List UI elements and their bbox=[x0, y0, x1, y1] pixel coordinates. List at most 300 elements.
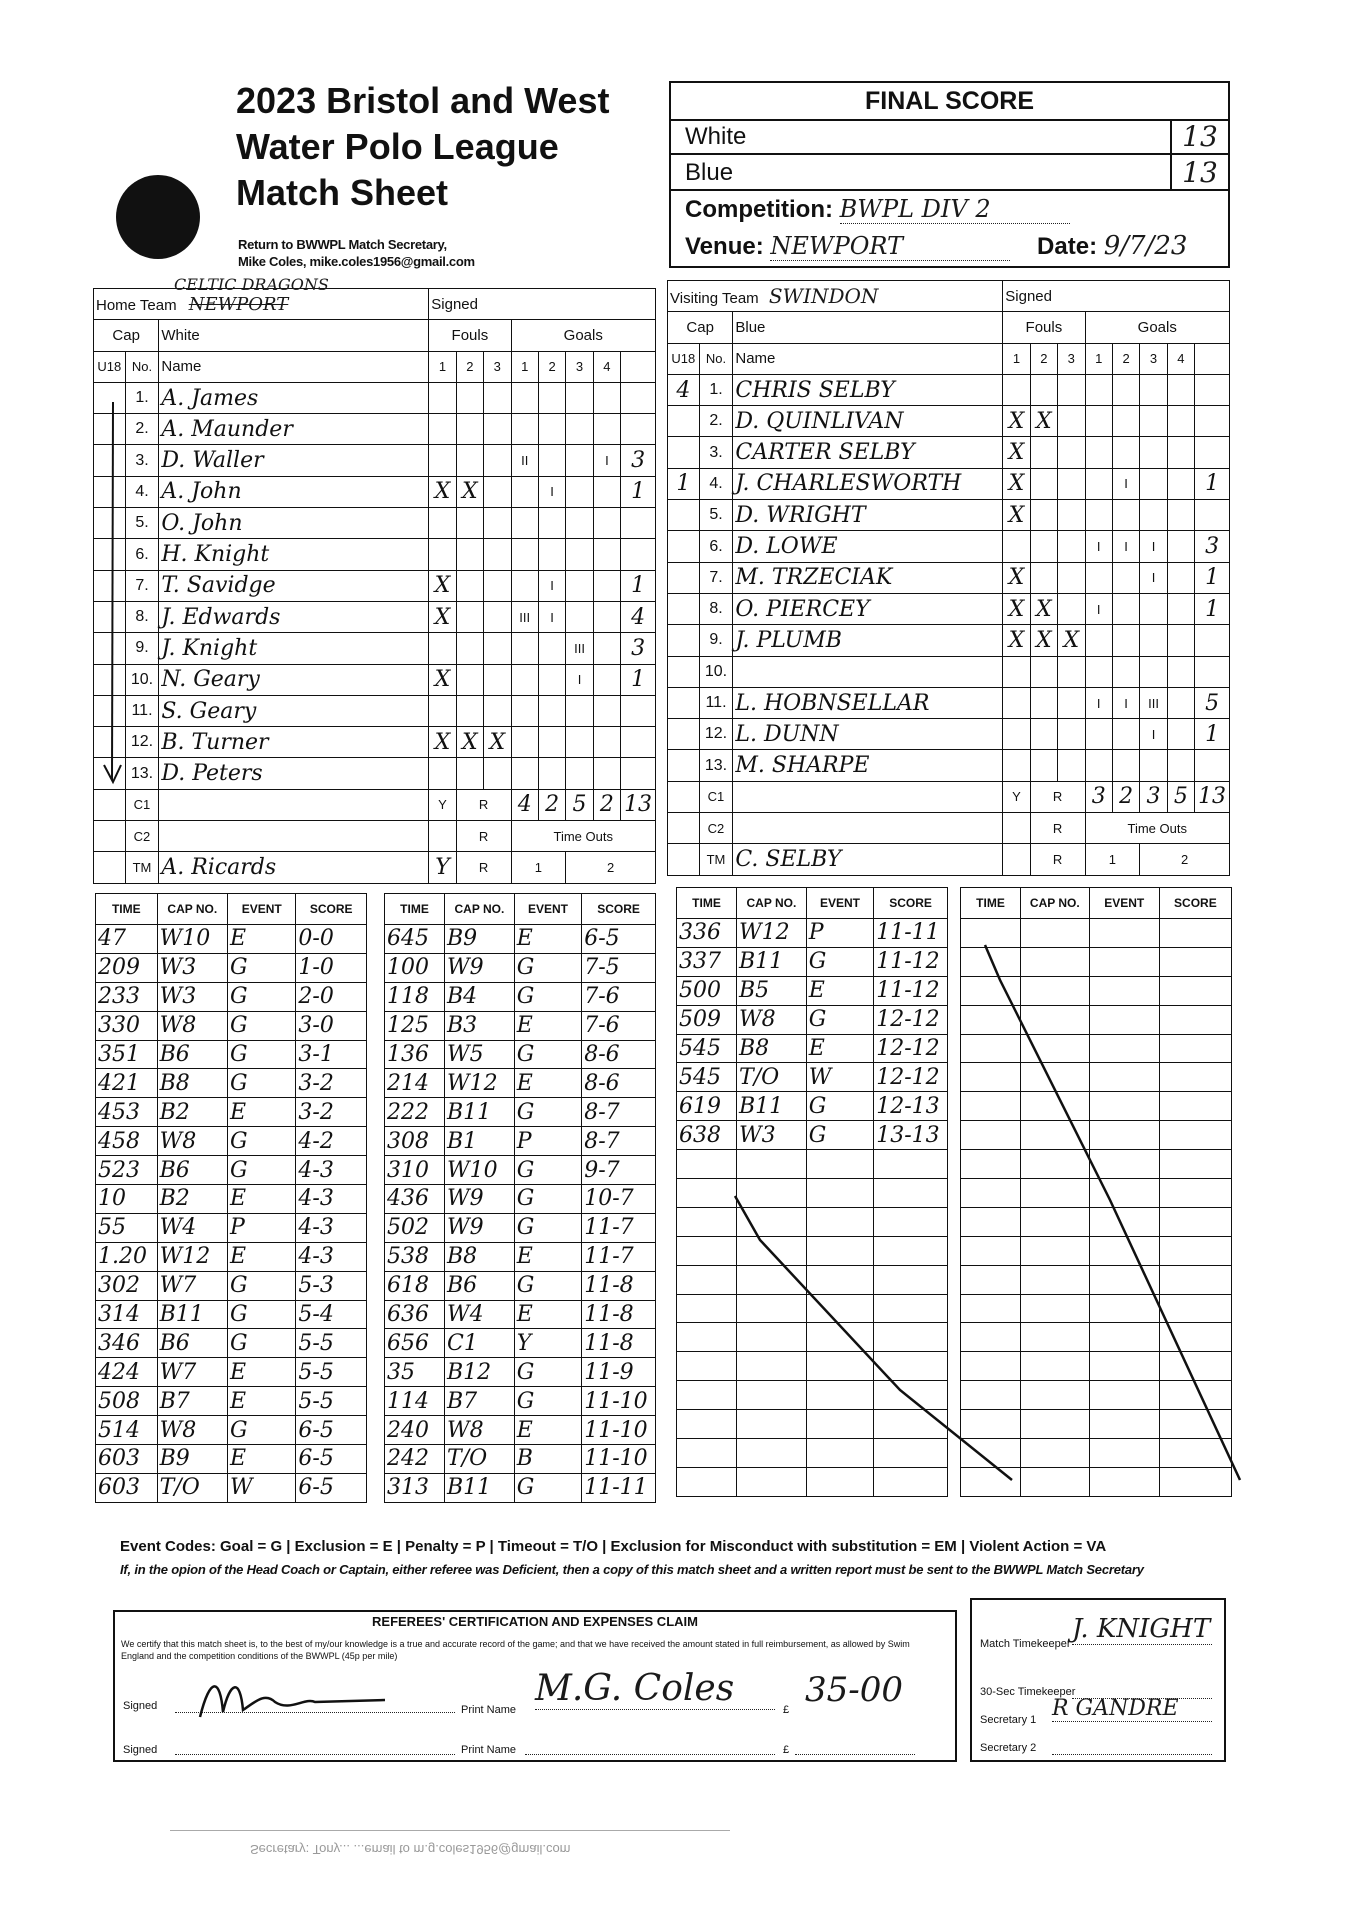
event-code[interactable]: P bbox=[227, 1213, 295, 1242]
event-time[interactable]: 603 bbox=[96, 1473, 158, 1502]
away-player-name[interactable]: M. SHARPE bbox=[733, 750, 1003, 781]
home-player-name[interactable]: H. Knight bbox=[159, 539, 429, 570]
event-cap-number[interactable]: B8 bbox=[737, 1034, 807, 1063]
home-player-foul-1[interactable]: X bbox=[429, 727, 456, 758]
away-player-goal-q1[interactable]: I bbox=[1085, 531, 1112, 562]
event-score[interactable]: 1-0 bbox=[296, 953, 367, 982]
event-cap-number[interactable]: B4 bbox=[445, 982, 515, 1011]
home-player-foul-3[interactable]: X bbox=[484, 727, 511, 758]
event-code[interactable]: W bbox=[227, 1473, 295, 1502]
event-cap-number[interactable]: B2 bbox=[157, 1098, 227, 1127]
away-player-name[interactable]: D. LOWE bbox=[733, 531, 1003, 562]
event-score[interactable]: 5-3 bbox=[296, 1271, 367, 1300]
home-player-foul-2[interactable]: X bbox=[456, 476, 483, 507]
home-q2-total[interactable]: 2 bbox=[538, 789, 565, 820]
home-tm-y[interactable]: Y bbox=[429, 852, 456, 883]
away-player-goal-total[interactable]: 1 bbox=[1195, 719, 1230, 750]
away-player-name[interactable]: O. PIERCEY bbox=[733, 593, 1003, 624]
away-player-foul-2[interactable]: X bbox=[1030, 625, 1057, 656]
event-time[interactable]: 55 bbox=[96, 1213, 158, 1242]
event-code[interactable]: G bbox=[227, 982, 295, 1011]
away-team-name[interactable]: SWINDON bbox=[768, 284, 879, 309]
away-player-goal-q2[interactable]: I bbox=[1112, 468, 1139, 499]
event-cap-number[interactable]: W4 bbox=[445, 1300, 515, 1329]
event-cap-number[interactable]: B5 bbox=[737, 976, 807, 1005]
event-code[interactable]: E bbox=[227, 1185, 295, 1214]
away-player-goal-total[interactable]: 1 bbox=[1195, 468, 1230, 499]
event-time[interactable]: 136 bbox=[385, 1040, 445, 1069]
event-time[interactable]: 214 bbox=[385, 1069, 445, 1098]
secretary2-name[interactable] bbox=[1052, 1754, 1212, 1755]
event-cap-number[interactable]: B1 bbox=[445, 1127, 515, 1156]
away-player-goal-total[interactable]: 3 bbox=[1195, 531, 1230, 562]
event-score[interactable]: 3-0 bbox=[296, 1011, 367, 1040]
ref2-print-line[interactable] bbox=[525, 1754, 775, 1755]
ref2-signature-line[interactable] bbox=[175, 1754, 455, 1755]
home-player-name[interactable]: S. Geary bbox=[159, 695, 429, 726]
event-score[interactable]: 4-3 bbox=[296, 1185, 367, 1214]
event-code[interactable]: G bbox=[227, 1416, 295, 1445]
away-player-name[interactable]: D. WRIGHT bbox=[733, 500, 1003, 531]
home-player-name[interactable]: A. Maunder bbox=[159, 414, 429, 445]
event-cap-number[interactable]: B11 bbox=[445, 1098, 515, 1127]
event-score[interactable]: 12-12 bbox=[874, 1063, 948, 1092]
event-time[interactable]: 645 bbox=[385, 925, 445, 954]
event-code[interactable]: G bbox=[514, 1387, 581, 1416]
away-player-name[interactable]: CARTER SELBY bbox=[733, 437, 1003, 468]
event-score[interactable]: 4-2 bbox=[296, 1127, 367, 1156]
event-code[interactable]: B bbox=[514, 1445, 581, 1474]
home-player-name[interactable]: T. Savidge bbox=[159, 570, 429, 601]
event-score[interactable]: 8-7 bbox=[582, 1127, 656, 1156]
event-cap-number[interactable]: B6 bbox=[157, 1040, 227, 1069]
event-score[interactable]: 3-1 bbox=[296, 1040, 367, 1069]
event-time[interactable]: 436 bbox=[385, 1185, 445, 1214]
event-time[interactable]: 453 bbox=[96, 1098, 158, 1127]
away-player-foul-1[interactable]: X bbox=[1003, 406, 1030, 437]
event-score[interactable]: 11-7 bbox=[582, 1242, 656, 1271]
event-score[interactable]: 11-12 bbox=[874, 976, 948, 1005]
away-player-name[interactable]: J. PLUMB bbox=[733, 625, 1003, 656]
event-cap-number[interactable]: B7 bbox=[445, 1387, 515, 1416]
home-player-foul-1[interactable]: X bbox=[429, 601, 456, 632]
away-player-goal-q2[interactable]: I bbox=[1112, 531, 1139, 562]
event-score[interactable]: 3-2 bbox=[296, 1069, 367, 1098]
event-code[interactable]: E bbox=[514, 1011, 581, 1040]
event-time[interactable]: 424 bbox=[96, 1358, 158, 1387]
home-player-name[interactable]: N. Geary bbox=[159, 664, 429, 695]
event-score[interactable]: 4-3 bbox=[296, 1242, 367, 1271]
away-player-u18[interactable]: 4 bbox=[668, 374, 700, 405]
home-q1-total[interactable]: 4 bbox=[511, 789, 538, 820]
event-code[interactable]: G bbox=[227, 1156, 295, 1185]
home-player-goal-total[interactable]: 1 bbox=[621, 476, 656, 507]
away-player-goal-total[interactable]: 1 bbox=[1195, 593, 1230, 624]
event-cap-number[interactable]: B8 bbox=[157, 1069, 227, 1098]
event-cap-number[interactable]: W12 bbox=[157, 1242, 227, 1271]
event-code[interactable]: E bbox=[227, 1445, 295, 1474]
event-score[interactable]: 11-11 bbox=[874, 919, 948, 948]
event-code[interactable]: G bbox=[227, 1271, 295, 1300]
event-time[interactable]: 502 bbox=[385, 1213, 445, 1242]
timekeeper-name[interactable]: J. KNIGHT bbox=[1072, 1614, 1211, 1644]
event-time[interactable]: 337 bbox=[677, 947, 737, 976]
away-player-foul-1[interactable]: X bbox=[1003, 625, 1030, 656]
event-time[interactable]: 509 bbox=[677, 1005, 737, 1034]
away-player-foul-1[interactable]: X bbox=[1003, 500, 1030, 531]
event-time[interactable]: 545 bbox=[677, 1034, 737, 1063]
away-player-goal-total[interactable]: 1 bbox=[1195, 562, 1230, 593]
date-value[interactable]: 9/7/23 bbox=[1103, 231, 1188, 261]
event-code[interactable]: G bbox=[227, 1011, 295, 1040]
event-code[interactable]: G bbox=[514, 1271, 581, 1300]
event-code[interactable]: G bbox=[806, 1121, 873, 1150]
away-player-name[interactable]: D. QUINLIVAN bbox=[733, 406, 1003, 437]
away-player-foul-1[interactable]: X bbox=[1003, 593, 1030, 624]
event-time[interactable]: 209 bbox=[96, 953, 158, 982]
event-score[interactable]: 6-5 bbox=[582, 925, 656, 954]
event-cap-number[interactable]: B11 bbox=[737, 947, 807, 976]
event-score[interactable]: 6-5 bbox=[296, 1473, 367, 1502]
away-player-goal-q3[interactable]: I bbox=[1140, 562, 1167, 593]
event-score[interactable]: 5-5 bbox=[296, 1358, 367, 1387]
event-time[interactable]: 508 bbox=[96, 1387, 158, 1416]
event-cap-number[interactable]: W5 bbox=[445, 1040, 515, 1069]
event-code[interactable]: G bbox=[806, 947, 873, 976]
event-score[interactable]: 11-7 bbox=[582, 1213, 656, 1242]
event-time[interactable]: 308 bbox=[385, 1127, 445, 1156]
event-cap-number[interactable]: W10 bbox=[157, 925, 227, 954]
event-time[interactable]: 10 bbox=[96, 1185, 158, 1214]
event-cap-number[interactable]: W8 bbox=[445, 1416, 515, 1445]
event-time[interactable]: 100 bbox=[385, 953, 445, 982]
away-player-foul-3[interactable]: X bbox=[1058, 625, 1085, 656]
event-score[interactable]: 11-9 bbox=[582, 1358, 656, 1387]
event-score[interactable]: 4-3 bbox=[296, 1156, 367, 1185]
away-player-goal-q1[interactable]: I bbox=[1085, 687, 1112, 718]
home-player-name[interactable]: D. Waller bbox=[159, 445, 429, 476]
home-player-foul-1[interactable]: X bbox=[429, 664, 456, 695]
event-cap-number[interactable]: T/O bbox=[737, 1063, 807, 1092]
event-score[interactable]: 5-5 bbox=[296, 1387, 367, 1416]
event-cap-number[interactable]: W7 bbox=[157, 1271, 227, 1300]
home-player-goal-q3[interactable]: III bbox=[566, 633, 593, 664]
event-code[interactable]: E bbox=[514, 1300, 581, 1329]
event-code[interactable]: W bbox=[806, 1063, 873, 1092]
away-player-name[interactable]: L. DUNN bbox=[733, 719, 1003, 750]
event-time[interactable]: 302 bbox=[96, 1271, 158, 1300]
event-code[interactable]: E bbox=[806, 1034, 873, 1063]
event-cap-number[interactable]: B6 bbox=[157, 1329, 227, 1358]
ref1-signature-line[interactable] bbox=[175, 1712, 455, 1713]
event-time[interactable]: 242 bbox=[385, 1445, 445, 1474]
event-score[interactable]: 7-5 bbox=[582, 953, 656, 982]
event-code[interactable]: E bbox=[227, 1242, 295, 1271]
event-time[interactable]: 125 bbox=[385, 1011, 445, 1040]
away-player-name[interactable]: CHRIS SELBY bbox=[733, 374, 1003, 405]
event-code[interactable]: E bbox=[514, 1416, 581, 1445]
event-time[interactable]: 240 bbox=[385, 1416, 445, 1445]
event-time[interactable]: 514 bbox=[96, 1416, 158, 1445]
away-player-goal-total[interactable]: 5 bbox=[1195, 687, 1230, 718]
event-code[interactable]: P bbox=[514, 1127, 581, 1156]
event-cap-number[interactable]: W8 bbox=[157, 1127, 227, 1156]
event-code[interactable]: P bbox=[806, 919, 873, 948]
event-code[interactable]: G bbox=[514, 1358, 581, 1387]
event-code[interactable]: G bbox=[227, 1040, 295, 1069]
event-score[interactable]: 3-2 bbox=[296, 1098, 367, 1127]
event-score[interactable]: 10-7 bbox=[582, 1185, 656, 1214]
event-code[interactable]: G bbox=[514, 1185, 581, 1214]
event-score[interactable]: 12-12 bbox=[874, 1034, 948, 1063]
event-cap-number[interactable]: B8 bbox=[445, 1242, 515, 1271]
event-score[interactable]: 4-3 bbox=[296, 1213, 367, 1242]
away-tm-name[interactable]: C. SELBY bbox=[733, 844, 1003, 875]
event-code[interactable]: G bbox=[514, 1213, 581, 1242]
event-time[interactable]: 545 bbox=[677, 1063, 737, 1092]
away-q4-total[interactable]: 5 bbox=[1167, 781, 1194, 812]
home-q3-total[interactable]: 5 bbox=[566, 789, 593, 820]
event-time[interactable]: 656 bbox=[385, 1329, 445, 1358]
event-time[interactable]: 538 bbox=[385, 1242, 445, 1271]
event-code[interactable]: G bbox=[514, 1156, 581, 1185]
event-score[interactable]: 6-5 bbox=[296, 1416, 367, 1445]
event-cap-number[interactable]: W4 bbox=[157, 1213, 227, 1242]
event-code[interactable]: G bbox=[806, 1092, 873, 1121]
home-player-name[interactable]: B. Turner bbox=[159, 727, 429, 758]
event-cap-number[interactable]: B11 bbox=[737, 1092, 807, 1121]
secretary1-name[interactable]: R GANDRE bbox=[1052, 1696, 1212, 1722]
home-player-name[interactable]: O. John bbox=[159, 508, 429, 539]
home-q4-total[interactable]: 2 bbox=[593, 789, 620, 820]
away-player-name[interactable]: L. HOBNSELLAR bbox=[733, 687, 1003, 718]
event-score[interactable]: 8-6 bbox=[582, 1069, 656, 1098]
event-cap-number[interactable]: W3 bbox=[737, 1121, 807, 1150]
home-player-name[interactable]: A. John bbox=[159, 476, 429, 507]
event-time[interactable]: 603 bbox=[96, 1445, 158, 1474]
ref1-print-name[interactable]: M.G. Coles bbox=[535, 1668, 775, 1710]
home-player-goal-total[interactable]: 1 bbox=[621, 570, 656, 601]
event-code[interactable]: G bbox=[514, 982, 581, 1011]
event-score[interactable]: 6-5 bbox=[296, 1445, 367, 1474]
event-code[interactable]: Y bbox=[514, 1329, 581, 1358]
event-score[interactable]: 11-10 bbox=[582, 1445, 656, 1474]
event-time[interactable]: 114 bbox=[385, 1387, 445, 1416]
event-score[interactable]: 13-13 bbox=[874, 1121, 948, 1150]
event-code[interactable]: G bbox=[514, 1473, 581, 1502]
event-code[interactable]: G bbox=[514, 1098, 581, 1127]
event-cap-number[interactable]: W3 bbox=[157, 982, 227, 1011]
event-score[interactable]: 11-8 bbox=[582, 1300, 656, 1329]
event-cap-number[interactable]: B9 bbox=[157, 1445, 227, 1474]
event-time[interactable]: 336 bbox=[677, 919, 737, 948]
event-score[interactable]: 11-10 bbox=[582, 1387, 656, 1416]
event-time[interactable]: 314 bbox=[96, 1300, 158, 1329]
event-cap-number[interactable]: B2 bbox=[157, 1185, 227, 1214]
event-code[interactable]: G bbox=[806, 1005, 873, 1034]
event-time[interactable]: 313 bbox=[385, 1473, 445, 1502]
event-code[interactable]: G bbox=[514, 1040, 581, 1069]
event-cap-number[interactable]: T/O bbox=[157, 1473, 227, 1502]
event-time[interactable]: 351 bbox=[96, 1040, 158, 1069]
home-player-goal-total[interactable]: 4 bbox=[621, 601, 656, 632]
home-player-foul-1[interactable]: X bbox=[429, 570, 456, 601]
event-code[interactable]: G bbox=[227, 1300, 295, 1329]
event-time[interactable]: 1.20 bbox=[96, 1242, 158, 1271]
away-player-name[interactable]: M. TRZECIAK bbox=[733, 562, 1003, 593]
event-code[interactable]: G bbox=[227, 953, 295, 982]
event-time[interactable]: 638 bbox=[677, 1121, 737, 1150]
home-player-goal-total[interactable]: 3 bbox=[621, 445, 656, 476]
home-team-name[interactable]: CELTIC DRAGONS bbox=[174, 275, 329, 294]
event-cap-number[interactable]: W10 bbox=[445, 1156, 515, 1185]
ref2-amount-line[interactable] bbox=[795, 1754, 915, 1755]
away-q3-total[interactable]: 3 bbox=[1140, 781, 1167, 812]
event-score[interactable]: 2-0 bbox=[296, 982, 367, 1011]
event-cap-number[interactable]: W8 bbox=[737, 1005, 807, 1034]
away-player-foul-2[interactable]: X bbox=[1030, 593, 1057, 624]
event-code[interactable]: E bbox=[514, 925, 581, 954]
event-score[interactable]: 11-11 bbox=[582, 1473, 656, 1502]
event-cap-number[interactable]: B11 bbox=[445, 1473, 515, 1502]
event-score[interactable]: 7-6 bbox=[582, 982, 656, 1011]
event-cap-number[interactable]: B11 bbox=[157, 1300, 227, 1329]
event-code[interactable]: E bbox=[227, 1387, 295, 1416]
competition-value[interactable]: BWPL DIV 2 bbox=[840, 195, 1070, 224]
event-code[interactable]: G bbox=[227, 1127, 295, 1156]
event-score[interactable]: 11-8 bbox=[582, 1271, 656, 1300]
home-player-name[interactable]: J. Edwards bbox=[159, 601, 429, 632]
home-player-goal-q2[interactable]: I bbox=[538, 476, 565, 507]
event-time[interactable]: 310 bbox=[385, 1156, 445, 1185]
white-score[interactable]: 13 bbox=[1170, 119, 1228, 153]
away-player-goal-q1[interactable]: I bbox=[1085, 593, 1112, 624]
event-score[interactable]: 0-0 bbox=[296, 925, 367, 954]
event-time[interactable]: 118 bbox=[385, 982, 445, 1011]
event-cap-number[interactable]: W12 bbox=[737, 919, 807, 948]
event-score[interactable]: 5-4 bbox=[296, 1300, 367, 1329]
home-player-goal-q4[interactable]: I bbox=[593, 445, 620, 476]
event-cap-number[interactable]: W8 bbox=[157, 1011, 227, 1040]
event-time[interactable]: 458 bbox=[96, 1127, 158, 1156]
home-player-name[interactable]: J. Knight bbox=[159, 633, 429, 664]
home-match-total[interactable]: 13 bbox=[621, 789, 656, 820]
home-player-goal-q1[interactable]: III bbox=[511, 601, 538, 632]
away-q1-total[interactable]: 3 bbox=[1085, 781, 1112, 812]
venue-value[interactable]: NEWPORT bbox=[770, 232, 1010, 261]
event-time[interactable]: 233 bbox=[96, 982, 158, 1011]
home-player-goal-total[interactable]: 1 bbox=[621, 664, 656, 695]
away-player-foul-1[interactable]: X bbox=[1003, 437, 1030, 468]
away-player-goal-q2[interactable]: I bbox=[1112, 687, 1139, 718]
event-time-header: TIME bbox=[385, 894, 445, 925]
event-code[interactable]: E bbox=[806, 976, 873, 1005]
away-player-foul-1[interactable]: X bbox=[1003, 468, 1030, 499]
home-player-goal-total[interactable]: 3 bbox=[621, 633, 656, 664]
away-player-name[interactable]: J. CHARLESWORTH bbox=[733, 468, 1003, 499]
home-player-name[interactable]: A. James bbox=[159, 382, 429, 413]
home-player-goal-q2[interactable]: I bbox=[538, 570, 565, 601]
away-player-goal-q3[interactable]: I bbox=[1140, 719, 1167, 750]
home-tm-name[interactable]: A. Ricards bbox=[159, 852, 429, 883]
home-player-goal-q2[interactable]: I bbox=[538, 601, 565, 632]
event-score[interactable]: 11-8 bbox=[582, 1329, 656, 1358]
event-cap-number[interactable]: B9 bbox=[445, 925, 515, 954]
event-cap-number[interactable]: B7 bbox=[157, 1387, 227, 1416]
away-player-foul-2[interactable]: X bbox=[1030, 406, 1057, 437]
home-player-name[interactable]: D. Peters bbox=[159, 758, 429, 789]
home-name-label: Name bbox=[159, 351, 429, 382]
event-time[interactable]: 330 bbox=[96, 1011, 158, 1040]
event-cap-number[interactable]: B6 bbox=[445, 1271, 515, 1300]
event-cap-number[interactable]: W9 bbox=[445, 1213, 515, 1242]
event-cap-number[interactable]: W12 bbox=[445, 1069, 515, 1098]
event-cap-number[interactable]: W7 bbox=[157, 1358, 227, 1387]
date-label: Date: bbox=[1037, 233, 1098, 260]
event-time[interactable]: 619 bbox=[677, 1092, 737, 1121]
event-time[interactable]: 346 bbox=[96, 1329, 158, 1358]
away-player-u18[interactable]: 1 bbox=[668, 468, 700, 499]
event-cap-number[interactable]: W9 bbox=[445, 953, 515, 982]
event-time[interactable]: 523 bbox=[96, 1156, 158, 1185]
ref1-amount[interactable]: 35-00 bbox=[805, 1670, 904, 1710]
event-cap-number[interactable]: W3 bbox=[157, 953, 227, 982]
event-cap-number[interactable]: T/O bbox=[445, 1445, 515, 1474]
event-code[interactable]: E bbox=[227, 1358, 295, 1387]
event-cap-number[interactable]: B3 bbox=[445, 1011, 515, 1040]
event-score[interactable]: 11-12 bbox=[874, 947, 948, 976]
event-cap-number[interactable]: W8 bbox=[157, 1416, 227, 1445]
event-code[interactable]: E bbox=[227, 1098, 295, 1127]
away-player-goal-q3[interactable]: III bbox=[1140, 687, 1167, 718]
event-code[interactable]: E bbox=[514, 1242, 581, 1271]
event-time[interactable]: 636 bbox=[385, 1300, 445, 1329]
event-time[interactable]: 222 bbox=[385, 1098, 445, 1127]
away-q2-total[interactable]: 2 bbox=[1112, 781, 1139, 812]
event-score[interactable]: 7-6 bbox=[582, 1011, 656, 1040]
event-score[interactable]: 9-7 bbox=[582, 1156, 656, 1185]
event-score[interactable]: 12-12 bbox=[874, 1005, 948, 1034]
event-time[interactable]: 47 bbox=[96, 925, 158, 954]
event-code[interactable]: G bbox=[227, 1069, 295, 1098]
away-player-foul-1[interactable]: X bbox=[1003, 562, 1030, 593]
event-score[interactable]: 12-13 bbox=[874, 1092, 948, 1121]
event-cap-number[interactable]: B12 bbox=[445, 1358, 515, 1387]
home-player-goal-q3[interactable]: I bbox=[566, 664, 593, 695]
event-score[interactable]: 5-5 bbox=[296, 1329, 367, 1358]
event-cap-number[interactable]: W9 bbox=[445, 1185, 515, 1214]
event-code[interactable]: E bbox=[227, 925, 295, 954]
event-time[interactable]: 500 bbox=[677, 976, 737, 1005]
event-score[interactable]: 8-7 bbox=[582, 1098, 656, 1127]
away-match-total[interactable]: 13 bbox=[1195, 781, 1230, 812]
event-code[interactable]: E bbox=[514, 1069, 581, 1098]
home-player-foul-2[interactable]: X bbox=[456, 727, 483, 758]
home-player-foul-1[interactable]: X bbox=[429, 476, 456, 507]
event-time[interactable]: 35 bbox=[385, 1358, 445, 1387]
event-score[interactable]: 8-6 bbox=[582, 1040, 656, 1069]
event-code[interactable]: G bbox=[514, 953, 581, 982]
event-cap-number[interactable]: B6 bbox=[157, 1156, 227, 1185]
event-time[interactable]: 421 bbox=[96, 1069, 158, 1098]
blue-score[interactable]: 13 bbox=[1170, 155, 1228, 189]
home-player-goal-q1[interactable]: II bbox=[511, 445, 538, 476]
event-code[interactable]: G bbox=[227, 1329, 295, 1358]
event-cap-number[interactable]: C1 bbox=[445, 1329, 515, 1358]
event-time[interactable]: 618 bbox=[385, 1271, 445, 1300]
away-player-goal-q3[interactable]: I bbox=[1140, 531, 1167, 562]
event-score[interactable]: 11-10 bbox=[582, 1416, 656, 1445]
